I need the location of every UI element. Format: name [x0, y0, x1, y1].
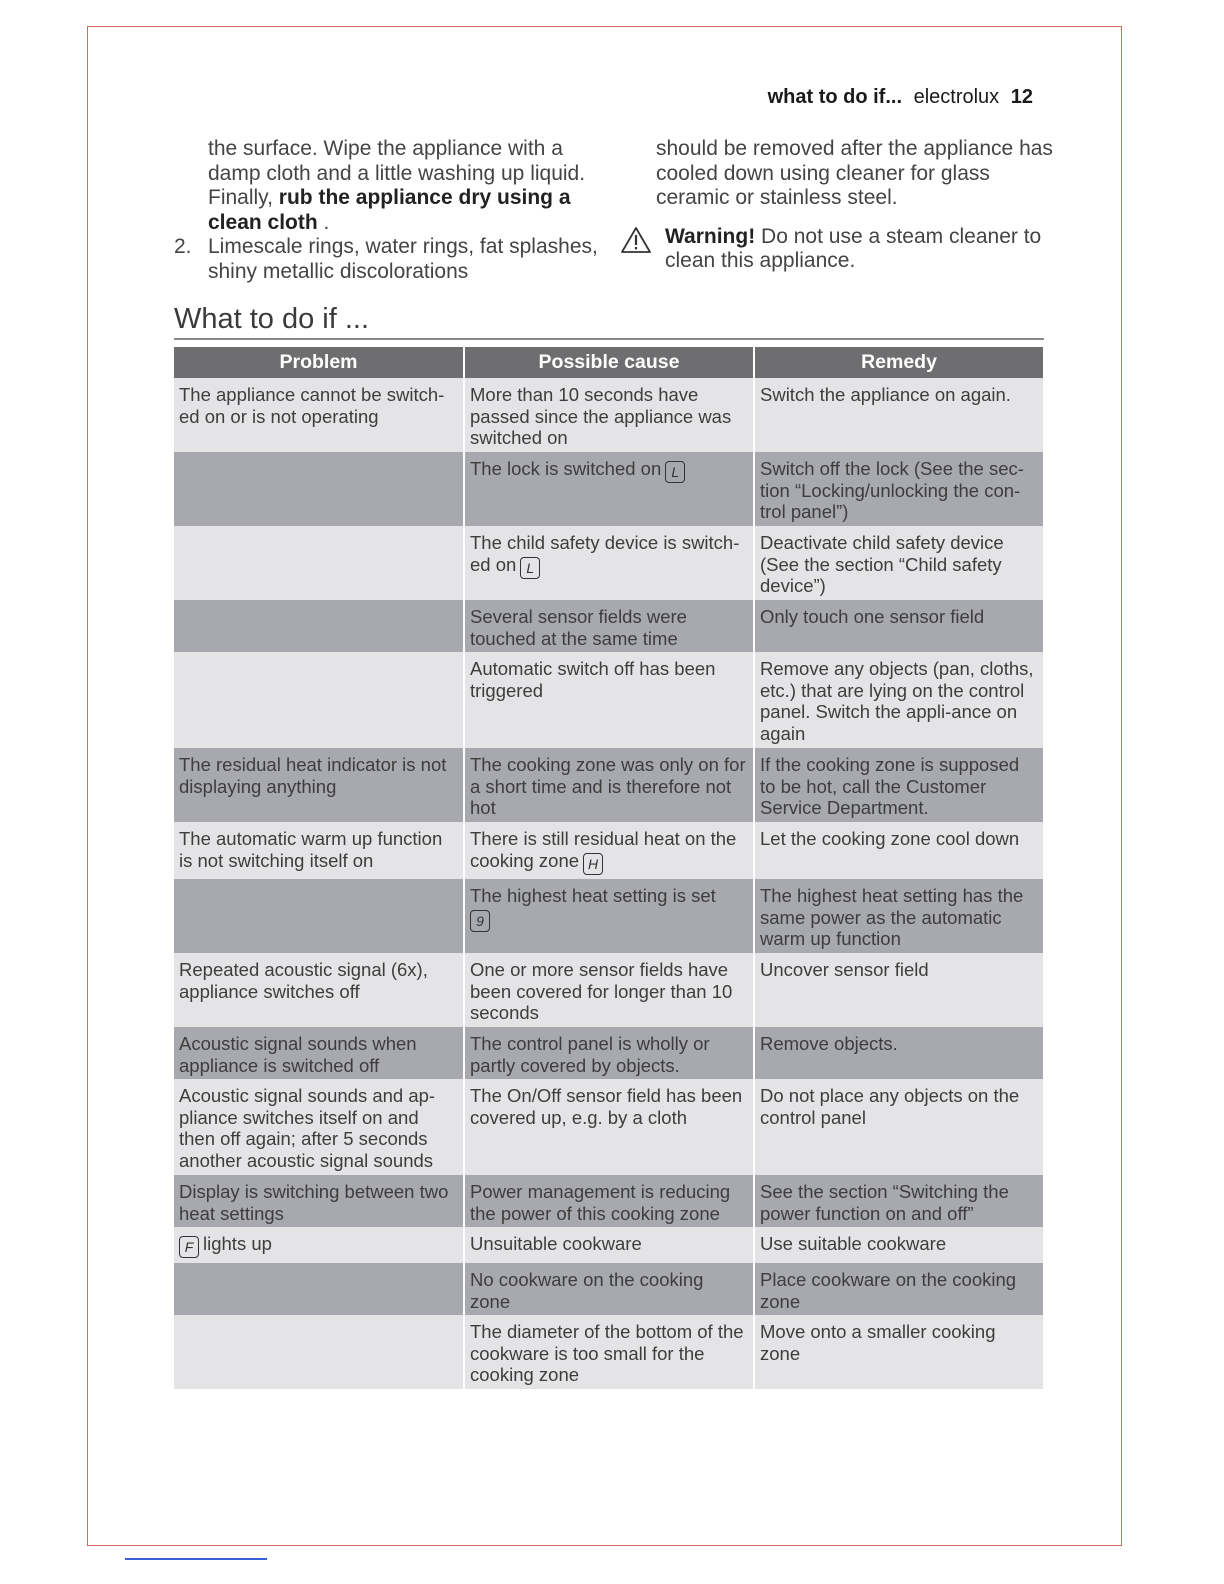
link-underline-mark	[125, 1558, 267, 1560]
problem-cell	[174, 452, 463, 526]
remedy-cell: Remove any objects (pan, cloths, etc.) that are lying on the control panel. Switch the appli-ance on again	[753, 652, 1043, 748]
cause-cell	[463, 822, 753, 879]
lock-symbol-icon: L	[665, 461, 685, 483]
remedy-cell: Switch the appliance on again.	[753, 378, 1043, 452]
problem-text: lights up	[203, 1233, 272, 1254]
cleaning-end: .	[317, 210, 330, 234]
cause-cell: Several sensor fields were touched at the same time	[463, 600, 753, 652]
right-column	[656, 137, 1056, 274]
warning-triangle-icon	[620, 226, 652, 254]
cause-cell: The cooking zone was only on for a short time and is therefore not hot	[463, 748, 753, 822]
table-row	[174, 1175, 1043, 1227]
list-item-text: Limescale rings, water rings, fat splashes, shiny metallic discolorations	[208, 235, 598, 283]
header-possible-cause: Possible cause	[463, 347, 753, 378]
header-brand: electrolux	[913, 86, 1000, 108]
problem-cell	[174, 652, 463, 748]
cause-cell: Automatic switch off has been triggered	[463, 652, 753, 748]
table-row	[174, 1027, 1043, 1079]
remedy-cell: Use suitable cookware	[753, 1227, 1043, 1263]
troubleshooting-table	[174, 347, 1043, 1389]
cleaning-text: the surface. Wipe the appliance with a damp cloth and a little washing up liquid. Finally,	[208, 137, 586, 209]
table-header-row	[174, 347, 1043, 378]
problem-cell	[174, 526, 463, 600]
table-row	[174, 953, 1043, 1027]
list-item-2	[174, 235, 604, 284]
remedy-cell: Place cookware on the cooking zone	[753, 1263, 1043, 1315]
header-remedy: Remedy	[753, 347, 1043, 378]
table-row	[174, 1263, 1043, 1315]
section-title: What to do if ...	[174, 303, 1044, 340]
cause-cell	[463, 452, 753, 526]
cause-cell: More than 10 seconds have passed since the appliance was switched on	[463, 378, 753, 452]
cause-cell: The On/Off sensor field has been covered up, e.g. by a cloth	[463, 1079, 753, 1175]
header-problem: Problem	[174, 347, 463, 378]
remedy-cell: Remove objects.	[753, 1027, 1043, 1079]
cause-cell	[463, 526, 753, 600]
table-row	[174, 452, 1043, 526]
problem-cell	[174, 879, 463, 953]
remedy-cell: Switch off the lock (See the sec-tion “Locking/unlocking the con-trol panel”)	[753, 452, 1043, 526]
problem-cell	[174, 1227, 463, 1263]
remedy-cell: Uncover sensor field	[753, 953, 1043, 1027]
cause-text: There is still residual heat on the cooking zone	[470, 828, 737, 871]
warning-label: Warning!	[665, 224, 756, 248]
cause-text: The child safety device is switch-ed on	[470, 532, 740, 575]
problem-cell: The residual heat indicator is not displaying anything	[174, 748, 463, 822]
remedy-cell: Deactivate child safety device (See the section “Child safety device”)	[753, 526, 1043, 600]
left-column	[174, 137, 604, 284]
remedy-cell: The highest heat setting has the same power as the automatic warm up function	[753, 879, 1043, 953]
remedy-cell: Only touch one sensor field	[753, 600, 1043, 652]
cause-text: The highest heat setting is set	[470, 885, 716, 906]
table-row	[174, 526, 1043, 600]
cleaning-emphasis: rub the appliance dry using a clean cloth	[208, 186, 571, 234]
removal-paragraph: should be removed after the appliance has cooled down using cleaner for glass ceramic or stainless steel.	[656, 137, 1053, 209]
table-row	[174, 600, 1043, 652]
cause-cell: The control panel is wholly or partly covered by objects.	[463, 1027, 753, 1079]
table-row	[174, 1079, 1043, 1175]
problem-cell	[174, 600, 463, 652]
list-number: 2.	[174, 235, 192, 258]
remedy-cell: See the section “Switching the power function on and off”	[753, 1175, 1043, 1227]
warning-text: Do not use a steam cleaner to clean this appliance.	[665, 224, 1042, 272]
cause-cell: The diameter of the bottom of the cookware is too small for the cooking zone	[463, 1315, 753, 1389]
table-row	[174, 652, 1043, 748]
remedy-cell: Do not place any objects on the control panel	[753, 1079, 1043, 1175]
problem-cell: Repeated acoustic signal (6x), appliance switches off	[174, 953, 463, 1027]
header-page-number: 12	[1010, 86, 1033, 108]
cause-cell	[463, 879, 753, 953]
table-row	[174, 1227, 1043, 1263]
problem-cell: Display is switching between two heat settings	[174, 1175, 463, 1227]
cause-cell: Power management is reducing the power of this cooking zone	[463, 1175, 753, 1227]
problem-cell	[174, 1263, 463, 1315]
cause-cell: No cookware on the cooking zone	[463, 1263, 753, 1315]
table-row	[174, 378, 1043, 452]
warning-note	[656, 225, 1056, 274]
error-f-symbol-icon: F	[179, 1236, 199, 1258]
problem-cell: Acoustic signal sounds when appliance is switched off	[174, 1027, 463, 1079]
problem-cell: The automatic warm up function is not switching itself on	[174, 822, 463, 879]
cause-cell: Unsuitable cookware	[463, 1227, 753, 1263]
header-section: what to do if...	[767, 86, 903, 108]
cleaning-paragraph	[208, 137, 604, 235]
problem-cell: The appliance cannot be switch-ed on or is not operating	[174, 378, 463, 452]
residual-heat-symbol-icon: H	[583, 853, 603, 875]
table-row	[174, 748, 1043, 822]
running-head	[660, 86, 1033, 109]
remedy-cell: Let the cooking zone cool down	[753, 822, 1043, 879]
problem-cell	[174, 1315, 463, 1389]
table-row	[174, 1315, 1043, 1389]
cause-text: The lock is switched on	[470, 458, 662, 479]
remedy-cell: Move onto a smaller cooking zone	[753, 1315, 1043, 1389]
remedy-cell: If the cooking zone is supposed to be hot, call the Customer Service Department.	[753, 748, 1043, 822]
problem-cell: Acoustic signal sounds and ap-pliance switches itself on and then off again; after 5 seconds another acoustic signal sounds	[174, 1079, 463, 1175]
table-row	[174, 822, 1043, 879]
cause-cell: One or more sensor fields have been covered for longer than 10 seconds	[463, 953, 753, 1027]
lock-symbol-icon: L	[520, 557, 540, 579]
heat-setting-symbol-icon: 9	[470, 910, 490, 932]
table-row	[174, 879, 1043, 953]
